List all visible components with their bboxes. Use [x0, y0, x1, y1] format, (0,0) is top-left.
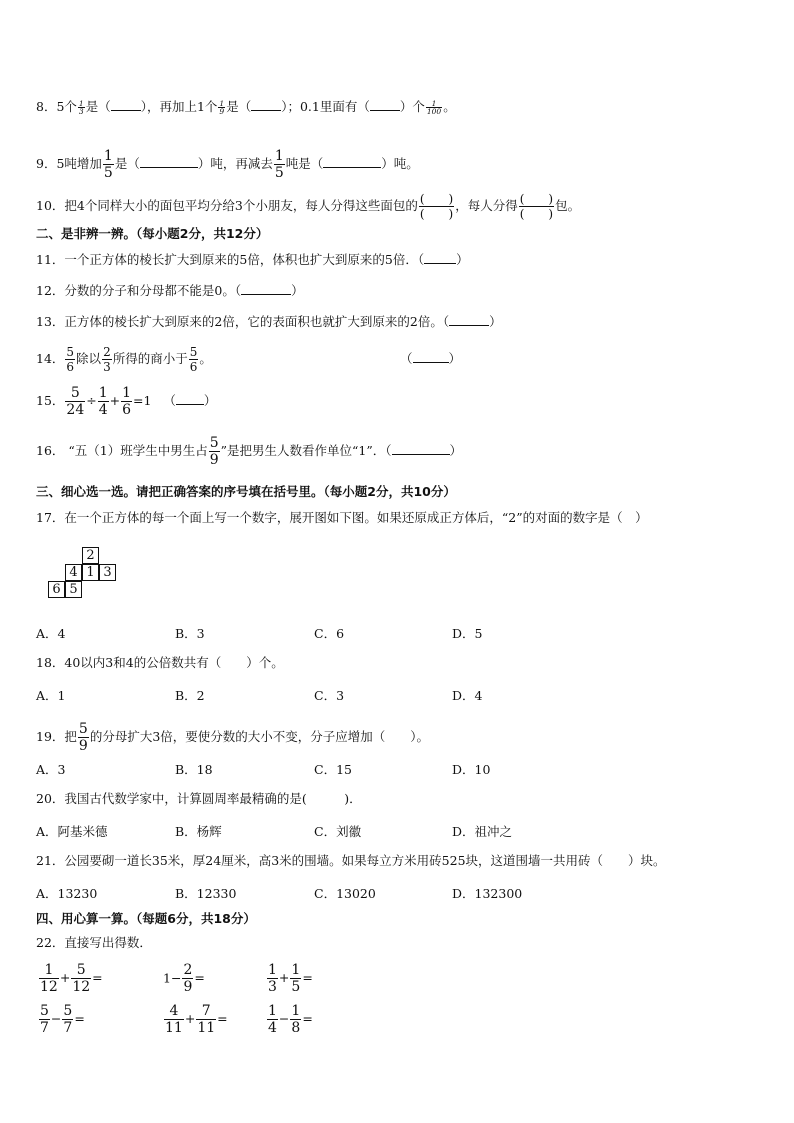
- answer-blank[interactable]: [413, 350, 449, 363]
- question-16: 16． “五（1）班学生中男生占 $\frac{5}{9}$ ”是把男生人数看作单位“1”．（ ）: [36, 435, 463, 468]
- option-d[interactable]: D．4: [452, 688, 483, 703]
- question-21: 21．公园要砌一道长35米，厚24厘米，高3米的围墙。如果每立方米用砖525块，这道围墙一共用砖（ ）块。: [36, 853, 666, 868]
- fraction: $\frac{1}{9}$: [219, 98, 225, 116]
- calc-expression: $\frac{5}{7}$ − $\frac{5}{7}$ =: [40, 1003, 85, 1036]
- fraction: $\frac{5}{24}$: [66, 385, 85, 418]
- answer-blank[interactable]: [370, 98, 400, 111]
- option-a[interactable]: A．阿基米德: [36, 824, 108, 839]
- option-a[interactable]: A．4: [36, 626, 66, 641]
- fraction: $\frac{2}{3}$: [103, 345, 111, 374]
- option-d[interactable]: D．10: [452, 762, 491, 777]
- question-14-answer: （ ）: [400, 351, 462, 366]
- option-b[interactable]: B．2: [175, 688, 205, 703]
- answer-blank[interactable]: [424, 251, 456, 264]
- question-14: 14． $\frac{5}{6}$ 除以 $\frac{2}{3}$ 所得的商小于 $\frac{5}{6}$ 。: [36, 345, 212, 374]
- option-b[interactable]: B．杨辉: [175, 824, 222, 839]
- option-c[interactable]: C．15: [314, 762, 352, 777]
- fraction: $\frac{5}{6}$: [189, 345, 198, 374]
- question-15: 15． $\frac{5}{24}$ ÷ $\frac{1}{4}$ + $\frac{1}{6}$ =1 （ ）: [36, 385, 217, 418]
- option-b[interactable]: B．3: [175, 626, 205, 641]
- question-12: 12．分数的分子和分母都不能是0。（ ）: [36, 283, 304, 298]
- question-22: 22．直接写出得数．: [36, 935, 152, 950]
- net-cell: 2: [82, 547, 99, 564]
- answer-blank[interactable]: [241, 282, 291, 295]
- fraction: $\frac{1}{100}$: [426, 98, 442, 116]
- question-20: 20．我国古代数学家中，计算圆周率最精确的是( )．: [36, 791, 362, 806]
- answer-blank[interactable]: [449, 313, 489, 326]
- option-c[interactable]: C．3: [314, 688, 345, 703]
- calc-expression: $\frac{1}{4}$ − $\frac{1}{8}$ =: [268, 1003, 313, 1036]
- answer-blank[interactable]: [111, 98, 141, 111]
- net-cell: 3: [99, 564, 116, 581]
- net-cell: 4: [65, 564, 82, 581]
- net-cell: 6: [48, 581, 65, 598]
- section-4-heading: 四、用心算一算。（每题6分，共18分）: [36, 911, 256, 926]
- option-a[interactable]: A．1: [36, 688, 66, 703]
- option-d[interactable]: D．祖冲之: [452, 824, 513, 839]
- fraction: $\frac{1}{3}$: [78, 98, 84, 116]
- option-c[interactable]: C．6: [314, 626, 345, 641]
- calc-expression: 1− $\frac{2}{9}$ =: [163, 962, 205, 995]
- answer-blank[interactable]: [140, 155, 198, 168]
- answer-fraction-blank[interactable]: $\frac{( )}{( )}$: [419, 192, 454, 221]
- answer-blank[interactable]: [323, 155, 381, 168]
- fraction: $\frac{1}{6}$: [122, 385, 132, 418]
- option-c[interactable]: C．刘徽: [314, 824, 362, 839]
- question-10: 10．把4个同样大小的面包平均分给3个小朋友，每人分得这些面包的 $\frac{( )}{( )}$ ，每人分得 $\frac{( )}{( )}$ 包。: [36, 192, 581, 221]
- q-number: 8．: [36, 99, 57, 114]
- net-cell: 5: [65, 581, 82, 598]
- fraction: $\frac{1}{5}$: [274, 148, 284, 181]
- fraction: $\frac{1}{4}$: [98, 385, 108, 418]
- question-9: 9．5吨增加 $\frac{1}{5}$ 是（ ）吨，再减去 $\frac{1}{5}$ 吨是（ ）吨。: [36, 148, 419, 181]
- answer-fraction-blank[interactable]: $\frac{( )}{( )}$: [519, 192, 554, 221]
- answer-blank[interactable]: [392, 442, 450, 455]
- section-2-heading: 二、是非辨一辨。（每小题2分，共12分）: [36, 226, 269, 241]
- question-19: 19．把 $\frac{5}{9}$ 的分母扩大3倍，要使分数的大小不变，分子应增加（ ）。: [36, 721, 430, 754]
- question-8: 8．5个 $\frac{1}{3}$ 是（ ），再加上1个 $\frac{1}{9}$ 是（ ）；0.1里面有（ ）个 $\frac{1}{100}$ 。: [36, 98, 456, 116]
- question-11: 11．一个正方体的棱长扩大到原来的5倍，体积也扩大到原来的5倍．（ ）: [36, 252, 469, 267]
- option-d[interactable]: D．5: [452, 626, 483, 641]
- fraction: $\frac{5}{6}$: [66, 345, 75, 374]
- option-b[interactable]: B．12330: [175, 886, 237, 901]
- option-d[interactable]: D．132300: [452, 886, 523, 901]
- calc-expression: $\frac{4}{11}$ + $\frac{7}{11}$ =: [165, 1003, 228, 1036]
- option-a[interactable]: A．3: [36, 762, 66, 777]
- cube-net-figure: [38, 545, 138, 605]
- fraction: $\frac{5}{9}$: [78, 721, 88, 754]
- option-c[interactable]: C．13020: [314, 886, 376, 901]
- answer-blank[interactable]: [176, 392, 204, 405]
- fraction: $\frac{5}{9}$: [209, 435, 219, 468]
- question-18: 18．40以内3和4的公倍数共有（ ）个。: [36, 655, 284, 670]
- fraction: $\frac{1}{5}$: [103, 148, 113, 181]
- question-17: 17．在一个正方体的每一个面上写一个数字，展开图如下图。如果还原成正方体后，“2”的对面的数字是（ ）: [36, 510, 648, 525]
- section-3-heading: 三、细心选一选。请把正确答案的序号填在括号里。（每小题2分，共10分）: [36, 484, 456, 499]
- question-13: 13．正方体的棱长扩大到原来的2倍，它的表面积也就扩大到原来的2倍。（ ）: [36, 314, 502, 329]
- net-cell: 1: [82, 564, 99, 581]
- option-a[interactable]: A．13230: [36, 886, 98, 901]
- calc-expression: $\frac{1}{12}$ + $\frac{5}{12}$ =: [40, 962, 103, 995]
- option-b[interactable]: B．18: [175, 762, 213, 777]
- calc-expression: $\frac{1}{3}$ + $\frac{1}{5}$ =: [268, 962, 313, 995]
- answer-blank[interactable]: [251, 98, 281, 111]
